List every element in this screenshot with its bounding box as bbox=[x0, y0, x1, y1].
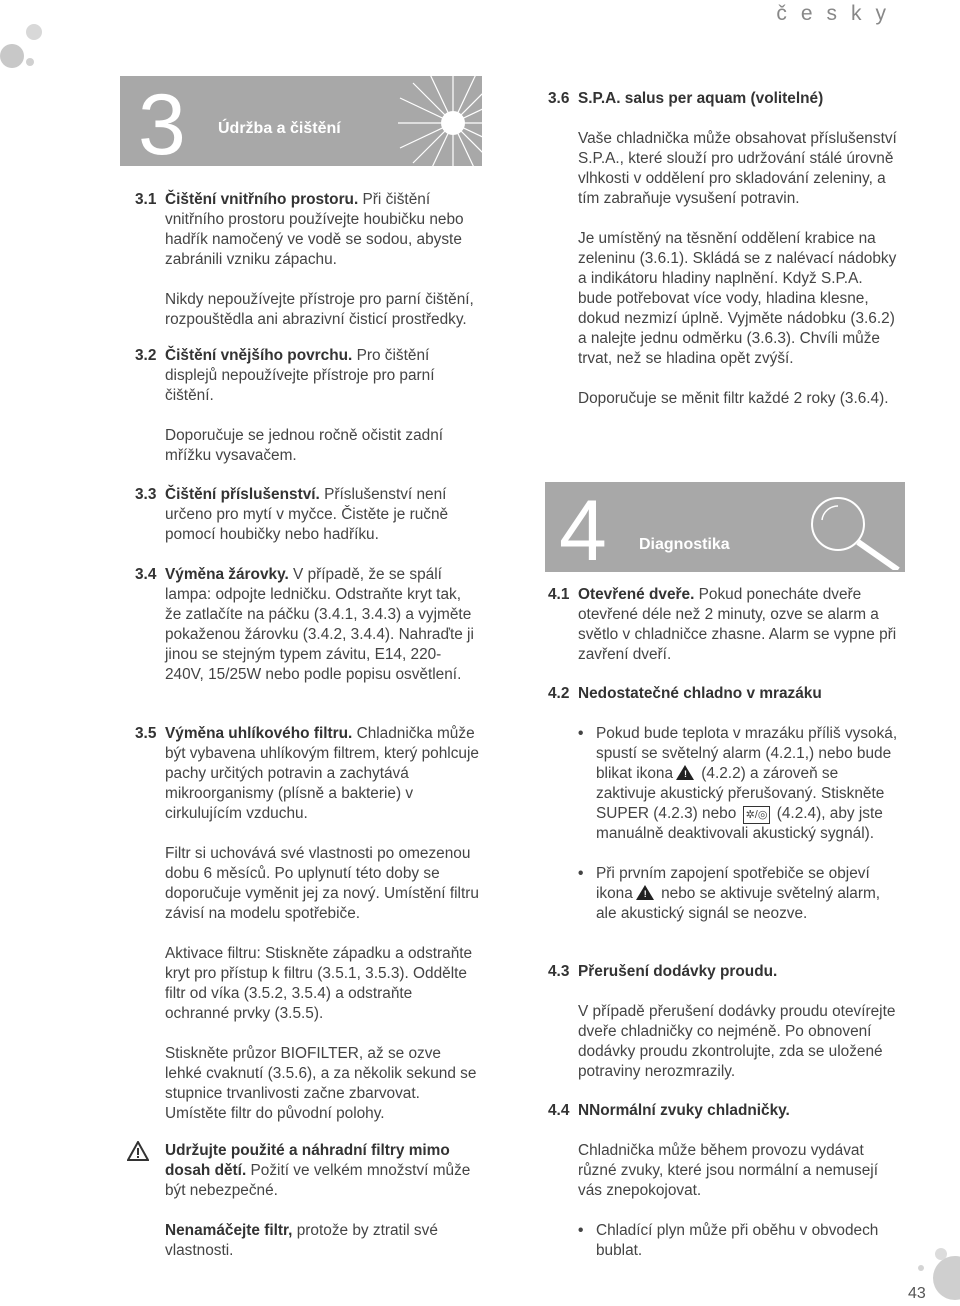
filter-warning bbox=[135, 1141, 480, 1261]
section-text: Příslušenství není určeno pro mytí v myčce. Čistěte je ručně pomocí houbičky nebo hadříku. bbox=[165, 486, 449, 543]
section-number: 3.1 bbox=[135, 191, 157, 208]
section-heading: Čištění vnějšího povrchu. bbox=[165, 347, 353, 364]
section-4-3 bbox=[548, 962, 898, 1082]
chapter-3-banner bbox=[120, 76, 482, 166]
section-paragraph: Doporučuje se jednou ročně očistit zadní mřížku vysavačem. bbox=[165, 427, 444, 464]
section-paragraph: Doporučuje se měnit filtr každé 2 roky (3.6.4). bbox=[578, 390, 889, 407]
section-heading: Čištění vnitřního prostoru. bbox=[165, 191, 359, 208]
warning-text-2: protože by ztratil své vlastnosti. bbox=[165, 1222, 438, 1259]
section-number: 4.2 bbox=[548, 685, 570, 702]
section-paragraph: V případě přerušení dodávky proudu otevírejte dveře chladničky co nejméně. Po obnovení dodávky proudu zkontrolujte, zda se uložené potraviny nerozmrazily. bbox=[578, 1003, 896, 1080]
section-number: 4.3 bbox=[548, 963, 570, 980]
section-number: 3.4 bbox=[135, 566, 157, 583]
chapter-3-number: 3 bbox=[138, 77, 186, 166]
chapter-3-title: Údržba a čištění bbox=[218, 120, 341, 137]
alarm-mute-icon: ✲/◎ bbox=[743, 806, 771, 824]
section-3-1 bbox=[135, 190, 480, 330]
list-item-text: (4.2.4), aby jste manuálně deaktivovali akustický sygnál). bbox=[596, 805, 883, 842]
section-number: 3.6 bbox=[548, 90, 570, 107]
section-heading: Výměna žárovky. bbox=[165, 566, 289, 583]
section-number: 3.5 bbox=[135, 725, 157, 742]
chapter-4-title: Diagnostika bbox=[639, 536, 730, 553]
section-text: Chladnička může být vybavena uhlíkovým filtrem, který pohlcuje pachy určitých potravin a zachytává mikroorganismy (plísně a bakterie) v cirkulujícím vzduchu. bbox=[165, 725, 479, 822]
section-paragraph: Filtr si uchovává své vlastnosti po omezenou dobu 6 měsíců. Po uplynutí této doby se doporučuje vyměnit jej za nový. Umístění filtru závisí na modelu spotřebiče. bbox=[165, 845, 479, 922]
section-text: V případě, že se spálí lampa: odpojte ledničku. Odstraňte kryt tak, že zatlačíte na páčku (3.4.1, 3.4.3) a vyjměte pokaženou žárovku (3.4.2, 3.4.4). Nahraďte ji jinou se stejným typem závitu, E14, 220-240V, 15/25W nebo podle popisu osvětlení. bbox=[165, 566, 474, 683]
section-heading: Čištění příslušenství. bbox=[165, 486, 320, 503]
section-paragraph: Aktivace filtru: Stiskněte západku a odstraňte kryt pro přístup k filtru (3.5.1, 3.5.3). Oddělte filtr od víka (3.5.2, 3.5.4) a odstraňte ochranné prvky (3.5.5). bbox=[165, 945, 473, 1022]
section-number: 4.4 bbox=[548, 1102, 570, 1119]
section-3-4 bbox=[135, 565, 480, 685]
magnifier-icon bbox=[800, 490, 900, 570]
section-heading: Otevřené dveře. bbox=[578, 586, 695, 603]
chapter-4-banner bbox=[545, 482, 905, 572]
warning-heading-2: Nenamáčejte filtr, bbox=[165, 1222, 293, 1239]
section-4-4 bbox=[548, 1101, 898, 1261]
decorative-circles-top bbox=[0, 18, 50, 78]
language-label: česky bbox=[776, 2, 900, 25]
section-number: 3.3 bbox=[135, 486, 157, 503]
list-item-text: Při prvním zapojení spotřebiče se objeví ikona bbox=[596, 865, 870, 902]
section-paragraph: Vaše chladnička může obsahovat příslušenství S.P.A., které slouží pro udržování stálé úrovně vlhkosti v oddělení pro skladování zeleniny, a tím zabraňuje vysušení potravin. bbox=[578, 130, 897, 207]
section-paragraph: Je umístěný na těsnění oddělení krabice na zeleninu (3.6.1). Skládá se z nalévací nádobky a indikátoru hladiny naplnění. Když S.P.A. bude potřebovat více vody, hladina klesne, dokud nezmizí úplně. Vyjměte nádobku (3.6.2) a nalejte jednu odměrku (3.6.3). Chvíli může trvat, než se hladina opět zvýší. bbox=[578, 230, 897, 367]
warning-icon bbox=[127, 1141, 149, 1167]
chapter-4-number: 4 bbox=[559, 483, 607, 572]
section-heading: NNormální zvuky chladničky. bbox=[578, 1102, 790, 1119]
section-3-2 bbox=[135, 346, 480, 466]
alarm-icon: ! bbox=[676, 765, 694, 780]
section-3-3 bbox=[135, 485, 480, 545]
warning-heading: Udržujte použité a náhradní filtry mimo dosah dětí. bbox=[165, 1142, 450, 1179]
page-number: 43 bbox=[908, 1285, 926, 1302]
section-heading: Přerušení dodávky proudu. bbox=[578, 963, 778, 980]
section-3-5 bbox=[135, 724, 480, 1124]
section-paragraph: Stiskněte průzor BIOFILTER, až se ozve lehké cvaknutí (3.5.6), a za několik sekund se stupnice trvanlivosti začne zbarvovat. Umístěte filtr do původní polohy. bbox=[165, 1045, 477, 1122]
section-3-6 bbox=[548, 89, 898, 409]
list-item-text: Pokud bude teplota v mrazáku příliš vysoká, spustí se světelný alarm (4.2.1,) nebo bude blikat ikona bbox=[596, 725, 898, 782]
list-item: • Chladící plyn může při oběhu v obvodech bublat. bbox=[578, 1221, 898, 1261]
list-item-text: nebo se aktivuje světelný alarm, ale akustický signál se neozve. bbox=[596, 885, 881, 922]
section-4-1 bbox=[548, 585, 898, 665]
section-text: Pro čištění displejů nepoužívejte přístroje pro parní čištění. bbox=[165, 347, 435, 404]
section-paragraph: Nikdy nepoužívejte přístroje pro parní čištění, rozpouštědla ani abrazivní čisticí prostředky. bbox=[165, 291, 474, 328]
section-number: 3.2 bbox=[135, 347, 157, 364]
section-text: Při čištění vnitřního prostoru používejte houbičku nebo hadřík namočený ve vodě se sodou, abyste zabránili vzniku zápachu. bbox=[165, 191, 464, 268]
section-heading: S.P.A. salus per aquam (volitelné) bbox=[578, 90, 824, 107]
list-item bbox=[578, 864, 898, 924]
alarm-icon: ! bbox=[636, 885, 654, 900]
sparkle-icon bbox=[398, 76, 482, 166]
list-item bbox=[578, 724, 898, 844]
section-number: 4.1 bbox=[548, 586, 570, 603]
list-item-text: (4.2.2) a zároveň se zaktivuje akustický přerušovaný. Stiskněte SUPER (4.2.3) nebo bbox=[596, 765, 885, 822]
section-text: Pokud ponecháte dveře otevřené déle než 2 minuty, ozve se alarm a světlo v chladničce zhasne. Alarm se vypne při zavření dveří. bbox=[578, 586, 897, 663]
warning-text: Požití ve velkém množství může být nebezpečné. bbox=[165, 1162, 471, 1199]
section-4-2 bbox=[548, 684, 898, 924]
section-heading: Nedostatečné chladno v mrazáku bbox=[578, 685, 822, 702]
section-paragraph: Chladnička může během provozu vydávat různé zvuky, které jsou normální a nemusejí vás znepokojovat. bbox=[578, 1142, 878, 1199]
section-heading: Výměna uhlíkového filtru. bbox=[165, 725, 353, 742]
